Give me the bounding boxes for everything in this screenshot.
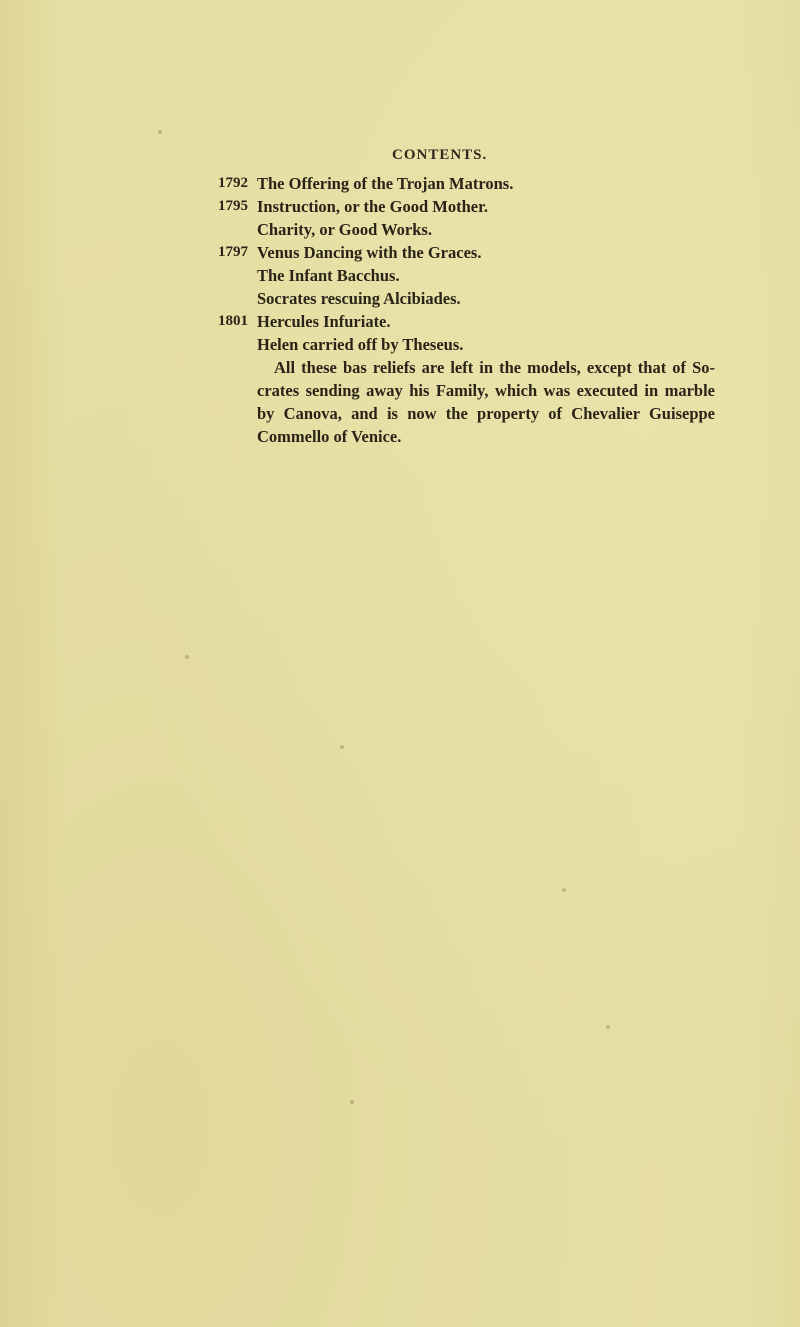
- paper-speck: [158, 130, 162, 134]
- contents-entry: [218, 264, 718, 287]
- entry-title: Socrates rescuing Alcibiades.: [257, 289, 461, 308]
- paper-speck: [606, 1025, 610, 1029]
- entry-title: Instruction, or the Good Mother.: [257, 197, 488, 216]
- contents-entry: [218, 287, 718, 310]
- contents-list: [218, 172, 718, 448]
- running-head: CONTENTS.: [392, 147, 488, 163]
- paper-speck: [562, 888, 566, 892]
- contents-note: All these bas reliefs are left in the models, except that of So- crates sending away his Family, which was executed in marble by Canova, and is now the property of Chevalier Guiseppe Commello of Venice.: [257, 358, 715, 446]
- entry-year: [218, 218, 257, 241]
- entry-title: Hercules Infuriate.: [257, 312, 391, 331]
- entry-title: The Offering of the Trojan Matrons.: [257, 174, 514, 193]
- entry-year: 1792: [218, 175, 248, 191]
- entry-year: 1801: [218, 313, 248, 329]
- entry-year: 1795: [218, 198, 248, 214]
- contents-entry: [218, 195, 718, 218]
- contents-entry: [218, 218, 718, 241]
- entry-year: [218, 333, 257, 356]
- entry-year: [218, 287, 257, 310]
- entry-year: [218, 264, 257, 287]
- contents-entry: [218, 310, 718, 333]
- paper-speck: [340, 745, 344, 749]
- contents-entry: [218, 333, 718, 356]
- entry-title: Venus Dancing with the Graces.: [257, 243, 482, 262]
- entry-title: The Infant Bacchus.: [257, 266, 400, 285]
- contents-entry: [218, 241, 718, 264]
- contents-entry: [218, 172, 718, 195]
- paper-speck: [185, 655, 189, 659]
- paper-speck: [350, 1100, 354, 1104]
- entry-title: Helen carried off by Theseus.: [257, 335, 464, 354]
- entry-title: Charity, or Good Works.: [257, 220, 432, 239]
- entry-year: 1797: [218, 244, 248, 260]
- paper-speck: [625, 410, 629, 414]
